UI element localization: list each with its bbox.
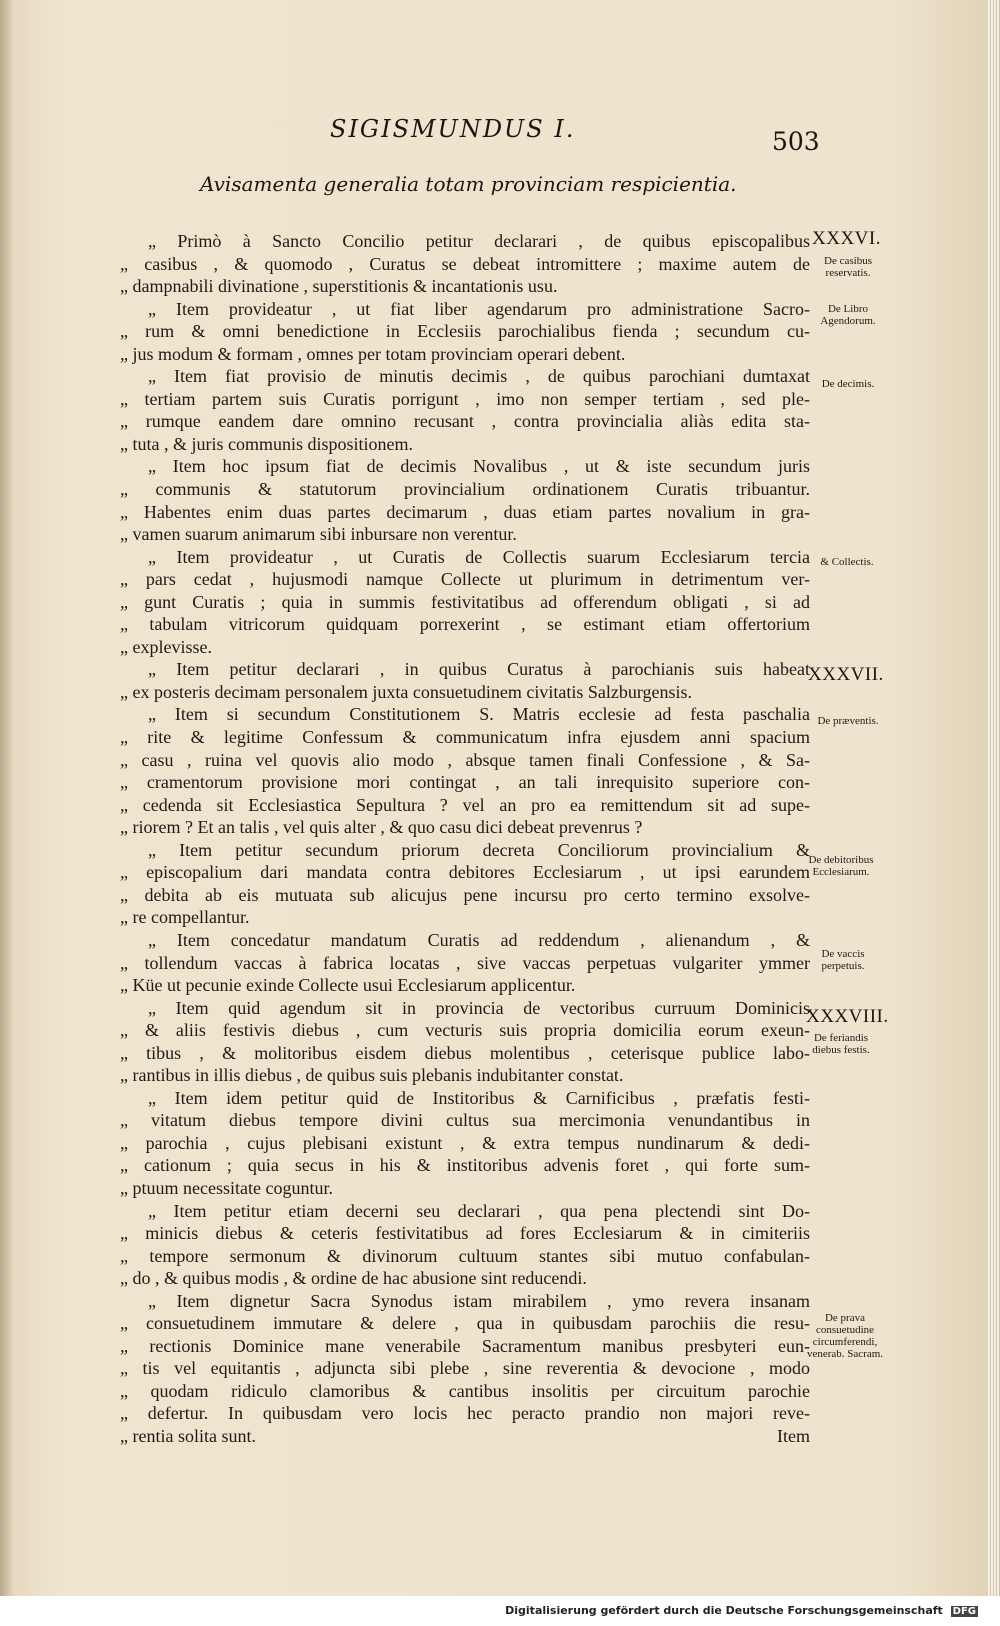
margin-numeral: XXXVI. xyxy=(812,228,881,249)
text-line: „ rectionis Dominice mane venerabile Sacramentum manibus presbyteri eun- xyxy=(120,1335,810,1356)
text-line: „ Item petitur secundum priorum decreta Conciliorum provincialium & xyxy=(148,839,810,860)
text-line: „ Item dignetur Sacra Synodus istam mirabilem , ymo revera insanam xyxy=(148,1290,810,1311)
text-line: „ rum & omni benedictione in Ecclesiis parochialibus fienda ; secundum cu- xyxy=(120,321,810,342)
text-line: „ Primò à Sancto Concilio petitur declarari , de quibus episcopalibus xyxy=(148,231,810,251)
text-line: „ tempore sermonum & divinorum cultuum stantes sibi mutuo confabulan- xyxy=(120,1245,810,1266)
text-line: „ Item hoc ipsum fiat de decimis Novalibus , ut & iste secundum juris xyxy=(148,456,810,477)
text-line: „ Küe ut pecunie exinde Collecte usui Ecclesiarum applicentur. xyxy=(120,975,576,996)
text-line: „ defertur. In quibusdam vero locis hec peracto prandio non majori reve- xyxy=(120,1403,810,1424)
text-line: „ tertiam partem suis Curatis porrigunt , imo non semper tertiam , sed ple- xyxy=(120,388,810,409)
text-line: „ Item concedatur mandatum Curatis ad reddendum , alienandum , & xyxy=(148,929,810,950)
page-gutter xyxy=(0,0,14,1596)
margin-note: De casibus reservatis. xyxy=(824,255,872,279)
text-line: „ Item petitur declarari , in quibus Curatus à parochianis suis habeat xyxy=(148,659,810,680)
text-line: „ cationum ; quia secus in his & institoribus advenis foret , qui forte sum- xyxy=(120,1155,810,1176)
text-line: „ tabulam vitricorum quidquam porrexerint , se estimant etiam offertorium xyxy=(120,614,810,635)
text-line: „ casibus , & quomodo , Curatus se debeat intromittere ; maxime autem de xyxy=(120,253,810,274)
text-line: „ casu , ruina vel quovis alio modo , absque tamen finali Confessione , & Sa- xyxy=(120,749,810,770)
text-line: „ rentia solita sunt. xyxy=(120,1425,256,1446)
text-line: „ & aliis festivis diebus , cum vecturis suis propria domicilia eorum exeun- xyxy=(120,1020,810,1041)
text-line: „ ptuum necessitate coguntur. xyxy=(120,1177,333,1198)
page-edges xyxy=(988,0,1000,1596)
running-head: SIGISMUNDUS I. xyxy=(330,115,576,143)
text-line: „ Item si secundum Constitutionem S. Matris ecclesie ad festa paschalia xyxy=(148,704,810,725)
paragraph xyxy=(120,365,810,455)
paragraph xyxy=(120,839,810,929)
text-line: „ explevisse. xyxy=(120,636,212,657)
text-line: „ tibus , & molitoribus eisdem diebus molentibus , ceterisque publice labo- xyxy=(120,1042,810,1063)
margin-note: De vaccis perpetuis. xyxy=(821,948,865,972)
text-line: „ cedenda sit Ecclesiastica Sepultura ? vel an pro ea remittendum sit ad supe- xyxy=(120,794,810,815)
text-line: „ rite & legitime Confessum & communicatum infra ejusdem anni spacium xyxy=(120,727,810,748)
text-line: „ tuta , & juris communis dispositionem. xyxy=(120,433,413,454)
text-line: „ quodam ridiculo clamoribus & cantibus insolitis per circuitum parochie xyxy=(120,1380,810,1401)
text-line: „ riorem ? Et an talis , vel quis alter , & quo casu dici debeat prevenrus ? xyxy=(120,817,643,838)
margin-note: De præventis. xyxy=(817,715,879,727)
margin-note: De prava consuetudine circumferendi, venerab. Sacram. xyxy=(806,1312,884,1360)
paragraph xyxy=(120,455,810,545)
text-line: „ tis vel equitantis , adjuncta sibi plebe , sine reverentia & devocione , modo xyxy=(120,1358,810,1379)
paragraph xyxy=(120,1200,810,1290)
text-line: „ consuetudinem immutare & delere , qua in quibusdam parochiis die resu- xyxy=(120,1313,810,1334)
margin-note: De feriandis diebus festis. xyxy=(812,1032,870,1056)
footer-credit-text: Digitalisierung gefördert durch die Deutsche Forschungsgemeinschaft xyxy=(505,1604,943,1617)
margin-note: De Libro Agendorum. xyxy=(820,303,876,327)
text-line: „ re compellantur. xyxy=(120,907,250,928)
margin-note: De debitoribus Ecclesiarum. xyxy=(808,854,874,878)
paragraph xyxy=(120,703,810,838)
footer-bar xyxy=(0,1596,1000,1626)
text-line: „ Item quid agendum sit in provincia de vectoribus curruum Dominicis xyxy=(148,997,810,1018)
text-line: „ Item fiat provisio de minutis decimis , de quibus parochiani dumtaxat xyxy=(148,366,810,387)
text-line: „ vitatum diebus tempore divini cultus sua mercimonia venundantibus in xyxy=(120,1110,810,1131)
text-line: „ rumque eandem dare omnino recusant , contra provincialia aliàs edita sta- xyxy=(120,411,810,432)
text-line: „ Item provideatur , ut Curatis de Collectis suarum Ecclesiarum tercia xyxy=(148,546,810,567)
text-line: „ do , & quibus modis , & ordine de hac abusione sint reducendi. xyxy=(120,1268,587,1289)
paragraph xyxy=(120,546,810,659)
paragraph xyxy=(120,929,810,997)
text-line: „ communis & statutorum provincialium ordinationem Curatis tribuantur. xyxy=(120,479,810,500)
text-line: „ parochia , cujus plebisani existunt , & extra tempus nundinarum & dedi- xyxy=(120,1132,810,1153)
text-line: „ cramentorum provisione mori contingat , an tali inrequisito superiore con- xyxy=(120,772,810,793)
text-line: „ jus modum & formam , omnes per totam provinciam operari debent. xyxy=(120,343,626,364)
body-text xyxy=(120,230,810,1448)
dfg-logo: DFG xyxy=(952,1606,976,1617)
text-line: „ Item idem petitur quid de Institoribus & Carnificibus , præfatis festi- xyxy=(148,1087,810,1108)
text-line: „ Item provideatur , ut fiat liber agendarum pro administratione Sacro- xyxy=(148,298,810,319)
text-line: „ gunt Curatis ; quia in summis festivitatibus ad offerendum obligati , si ad xyxy=(120,591,810,612)
margin-note: De decimis. xyxy=(821,378,875,390)
text-line: „ dampnabili divinatione , superstitionis & incantationis usu. xyxy=(120,276,558,297)
text-line: „ tollendum vaccas à fabrica locatas , sive vaccas perpetuas vulgariter ymmer xyxy=(120,952,810,973)
text-line: „ episcopalium dari mandata contra debitores Ecclesiarum , ut ipsi earundem xyxy=(120,862,810,883)
text-line: „ debita ab eis mutuata sub alicujus pene incursu pro certo termino exsolve- xyxy=(120,884,810,905)
text-line: „ Item petitur etiam decerni seu declarari , qua pena plectendi sint Do- xyxy=(148,1200,810,1221)
text-line: „ pars cedat , hujusmodi namque Collecte ut plurimum in detrimentum ver- xyxy=(120,569,810,590)
text-line: „ Habentes enim duas partes decimarum , duas etiam partes novalium in gra- xyxy=(120,501,810,522)
text-line: „ ex posteris decimam personalem juxta consuetudinem civitatis Salzburgensis. xyxy=(120,681,693,702)
paragraph xyxy=(120,298,810,366)
paragraph xyxy=(120,997,810,1087)
margin-numeral: XXXVIII. xyxy=(806,1006,889,1027)
text-line: „ vamen suarum animarum sibi inbursare non verentur. xyxy=(120,524,517,545)
footer-credit xyxy=(505,1604,978,1617)
paragraph xyxy=(120,1290,810,1448)
page-number: 503 xyxy=(772,127,820,156)
paragraph xyxy=(120,230,810,298)
section-title: Avisamenta generalia totam provinciam respicientia. xyxy=(200,172,737,196)
text-line: „ rantibus in illis diebus , de quibus suis plebanis indubitanter constat. xyxy=(120,1065,624,1086)
catchword: Item xyxy=(777,1425,810,1446)
margin-numeral: XXXVII. xyxy=(808,664,884,685)
margin-note: & Collectis. xyxy=(820,556,874,568)
text-line: „ minicis diebus & ceteris festivitatibus ad fores Ecclesiarum & in cimiteriis xyxy=(120,1223,810,1244)
paragraph xyxy=(120,658,810,703)
paragraph xyxy=(120,1087,810,1200)
